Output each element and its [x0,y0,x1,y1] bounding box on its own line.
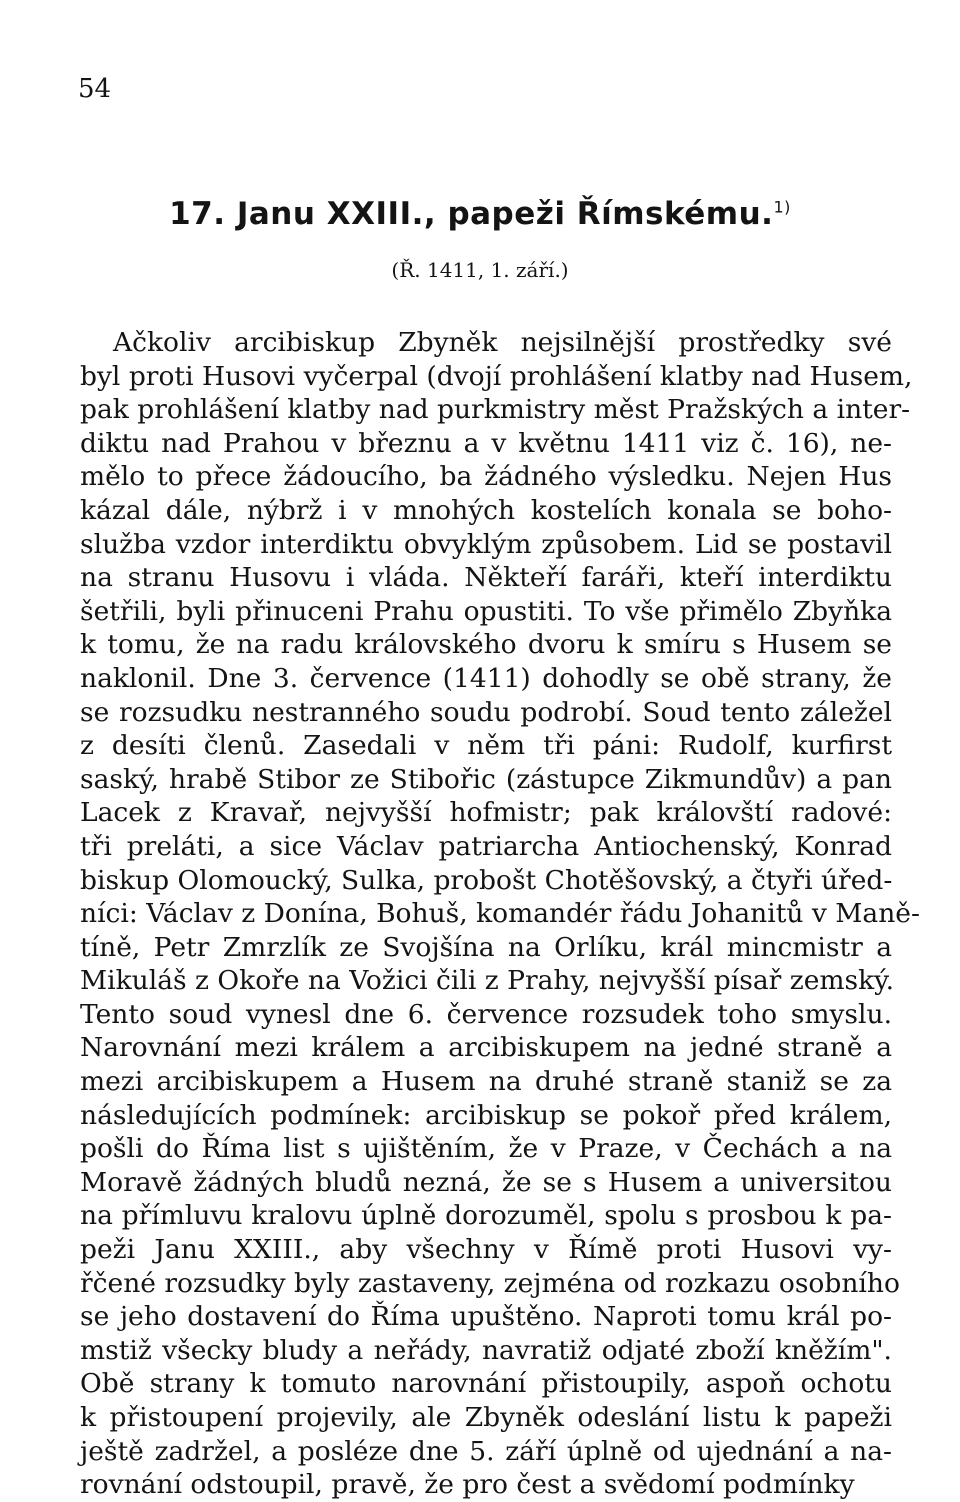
text-line: Lacek z Kravař, nejvyšší hofmistr; pak královští radové: [80,797,892,829]
text-line: níci: Václav z Donína, Bohuš, komandér řádu Johanitů v Maně- [80,898,920,930]
text-line: k přistoupení projevily, ale Zbyněk odeslání listu k papeži [80,1402,892,1433]
text-line: mělo to přece žádoucího, ba žádného výsledku. Nejen Hus [80,461,892,493]
text-line: Mikuláš z Okoře na Vožici čili z Prahy, nejvyšší písař zemský. [80,965,895,997]
page-number: 54 [78,74,112,104]
text-line: z desíti členů. Zasedali v něm tři páni: Rudolf, kurfirst [80,730,892,762]
text-line: mezi arcibiskupem a Husem na druhé straně staniž se za [80,1066,892,1098]
text-line: na přímluvu kralovu úplně dorozuměl, spolu s prosbou k pa- [80,1200,892,1232]
text-line: se rozsudku nestranného soudu podrobí. Soud tento záležel [80,696,892,728]
text-line: pošli do Říma list s ujištěním, že v Praze, v Čechách a na [80,1133,892,1165]
letter-heading [0,196,960,232]
text-line: Narovnání mezi králem a arcibiskupem na jedné straně a [80,1032,892,1064]
text-line: Obě strany k tomuto narovnání přistoupily, aspoň ochotu [80,1368,892,1400]
text-line: následujících podmínek: arcibiskup se pokoř před králem, [80,1099,892,1131]
dateline: (Ř. 1411, 1. září.) [391,258,569,282]
footnote-mark: 1) [773,197,791,217]
text-line: Ačkoliv arcibiskup Zbyněk nejsilnější prostředky své [113,327,892,358]
text-line: k tomu, že na radu královského dvoru k smíru s Husem se [80,629,892,661]
text-line: naklonil. Dne 3. července (1411) dohodly se obě strany, že [80,662,892,694]
text-line: tíně, Petr Zmrzlík ze Svojšína na Orlíku, král mincmistr a [80,931,892,963]
text-line: Moravě žádných bludů nezná, že se s Husem a universitou [80,1166,892,1198]
text-line: byl proti Husovi vyčerpal (dvojí prohlášení klatby nad Husem, [80,360,913,392]
text-line: biskup Olomoucký, Sulka, probošt Chotěšovský, a čtyři úřed- [80,864,893,896]
body-paragraph [80,326,920,1502]
text-line: saský, hrabě Stibor ze Stibořic (zástupce Zikmundův) a pan [80,763,892,795]
text-line: diktu nad Prahou v březnu a v květnu 1411 viz č. 16), ne- [80,427,892,459]
text-line: Tento soud vynesl dne 6. července rozsudek toho smyslu. [80,998,892,1030]
text-line: pak prohlášení klatby nad purkmistry měst Pražských a inter- [80,394,911,426]
text-line: se jeho dostavení do Říma upuštěno. Naproti tomu král po- [80,1301,892,1333]
text-line: na stranu Husovu i vláda. Někteří faráři, kteří interdiktu [80,562,892,594]
text-line: tři preláti, a sice Václav patriarcha Antiochenský, Konrad [80,830,892,862]
text-line: ještě zadržel, a posléze dne 5. září úplně od ujednání a na- [80,1435,892,1467]
heading-title: 17. Janu XXIII., papeži Římskému. [169,196,774,232]
text-line: peži Janu XXIII., aby všechny v Římě proti Husovi vy- [80,1234,892,1266]
text-line: kázal dále, nýbrž i v mnohých kostelích konala se boho- [80,494,892,526]
text-line: řčené rozsudky byly zastaveny, zejména od rozkazu osobního [80,1267,900,1299]
text-line: rovnání odstoupil, pravě, že pro čest a svědomí podmínky [80,1469,855,1501]
text-line: služba vzdor interdiktu obvyklým způsobem. Lid se postavil [80,528,892,560]
text-line: mstiž všecky bludy a neřády, navratiž odjaté zboží kněžím". [80,1334,892,1366]
text-line: šetřili, byli přinuceni Prahu opustiti. To vše přimělo Zbyňka [80,595,892,627]
